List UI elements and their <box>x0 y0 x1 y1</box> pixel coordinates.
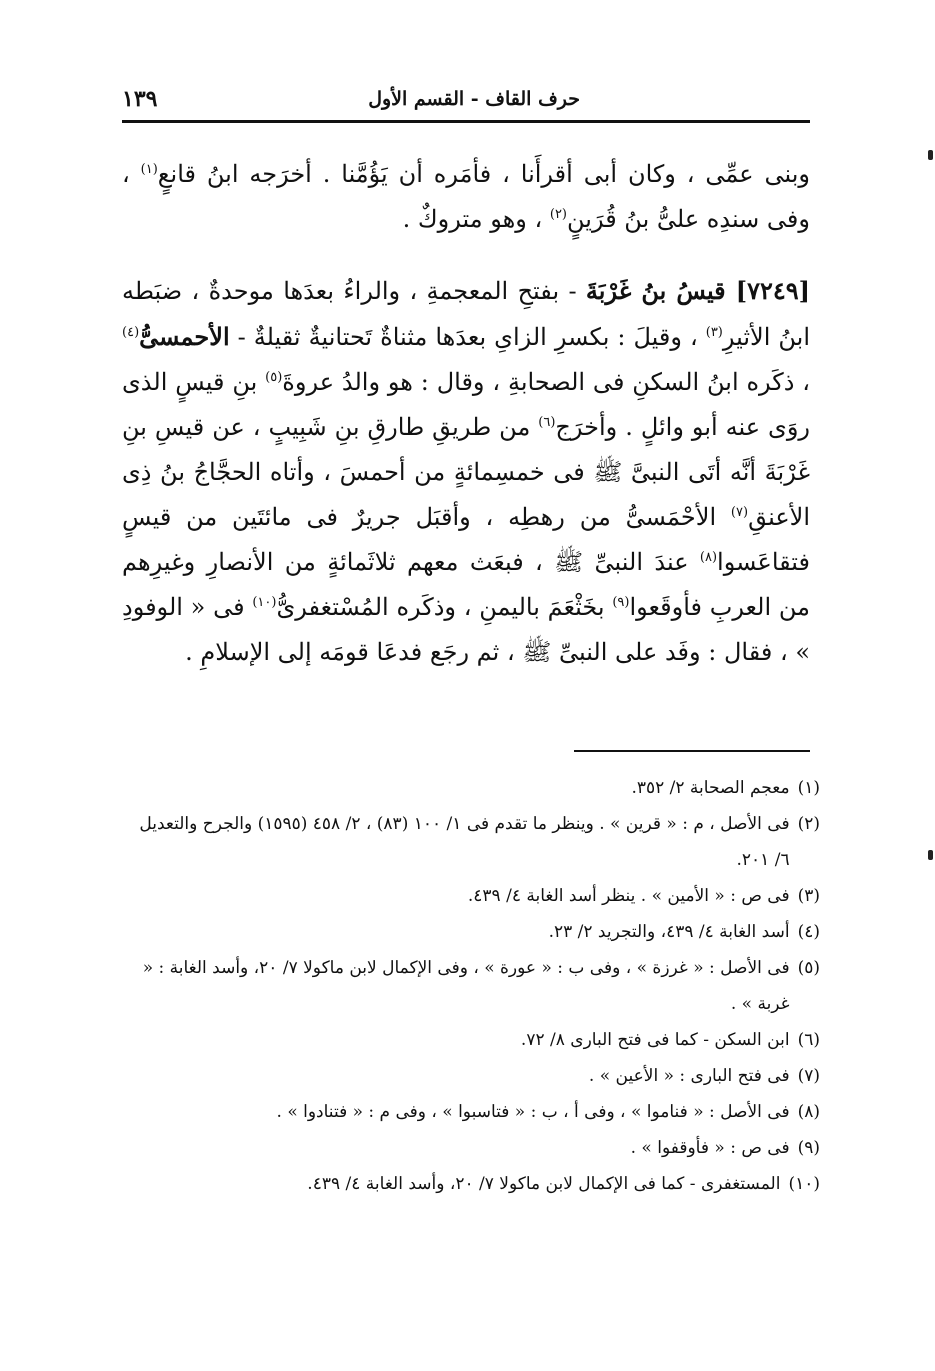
entry-paragraph <box>122 268 810 675</box>
footnote-ref-3: (٣) <box>705 325 723 340</box>
text-run: عندَ النبىِّ ﷺ ، فبعَث معهم ثلاثَمائةٍ من الأنصارِ وغيرِهم من العربِ فأوقَعوا <box>122 548 810 621</box>
footnote-ref-7: (٧) <box>730 505 749 520</box>
text-run: ، ذكَره ابنُ السكنِ فى الصحابةِ ، وقال : هو والدُ عروةَ <box>282 368 810 396</box>
footnote-ref-6: (٦) <box>538 415 556 430</box>
footnote-text: فى الأصل ، م : « قرين » . وينظر ما تقدم فى ١/ ١٠٠ (٨٣) ، ٢/ ٤٥٨ (١٥٩٥) والجرح والتعديل ٦/ ٢٠١. <box>139 814 790 870</box>
footnote-number: (٦) <box>797 1030 820 1050</box>
footnote-text: فى الأصل : « غرزة » ، وفى ب : « عورة » ، وفى الإكمال لابن ماكولا ٧/ ٢٠، وأسد الغابة : « غربة » . <box>142 958 790 1014</box>
footnote-1 <box>130 770 820 806</box>
footnote-ref-1: (١) <box>140 162 158 177</box>
text-run: فى « الوفودِ » ، فقال : وفَد على النبىِّ ﷺ ، ثم رجَع فدعَا قومَه إلى الإسلامِ . <box>122 593 810 666</box>
footnote-5 <box>130 950 820 1022</box>
footnotes-rule <box>574 750 810 752</box>
footnote-number: (١) <box>797 778 820 798</box>
text-run: ، وهو متروكٌ . <box>402 205 550 233</box>
text-run: الأحْمَسىُّ من رهطِه ، وأقبَل جريرٌ فى مائتَين من قيسٍ فتقاعَسوا <box>122 503 810 576</box>
footnote-10 <box>130 1166 820 1202</box>
paragraph-continuation <box>122 152 810 242</box>
footnote-ref-8: (٨) <box>699 550 718 565</box>
running-title: حرف القاف - القسم الأول <box>368 88 580 110</box>
footnote-6 <box>130 1022 820 1058</box>
footnote-number: (٧) <box>797 1066 820 1086</box>
footnote-text: أسد الغابة ٤/ ٤٣٩، والتجريد ٢/ ٢٣. <box>548 922 790 942</box>
footnote-ref-5: (٥) <box>265 370 283 385</box>
footnote-number: (١٠) <box>788 1174 820 1194</box>
footnote-text: المستغفرى - كما فى الإكمال لابن ماكولا ٧/ ٢٠، وأسد الغابة ٤/ ٤٣٩. <box>307 1174 781 1194</box>
footnote-number: (٥) <box>797 958 820 978</box>
footnote-7 <box>130 1058 820 1094</box>
footnote-number: (٢) <box>797 814 820 834</box>
footnote-ref-4: (٤) <box>122 325 140 340</box>
footnote-ref-10: (١٠) <box>252 595 277 610</box>
footnotes <box>130 770 820 1202</box>
text-run: وبنى عمِّى ، وكان أبى أقرأَنا ، فأمَره أن يَؤُمَّنا . أخرَجه ابنُ قانعٍ <box>157 160 811 188</box>
text-run: من طريقِ طارقِ بنِ شَبِيبٍ ، عن قيسِ بنِ غَرْبَةَ أنَّه أتَى النبىَّ ﷺ فى خمسِمائةٍ من أحمسَ ، وأتاه الحجَّاجُ بنُ ذِى الأعنقِ <box>122 413 810 531</box>
text-run: بنِ قيسٍ الذى روَى عنه أبو وائلٍ . وأخرَج <box>122 368 811 441</box>
footnote-text: معجم الصحابة ٢/ ٣٥٢. <box>631 778 790 798</box>
footnote-text: فى ص : « الأمين » . ينظر أسد الغابة ٤/ ٤٣٩. <box>467 886 790 906</box>
footnote-text: فى فتح البارى : « الأعين » . <box>588 1066 790 1086</box>
text-run: ، وفى سندِه علىُّ بنُ قُرَينٍ <box>122 160 810 233</box>
footnote-text: فى ص : « فأوقفوا » . <box>630 1138 790 1158</box>
footnote-9 <box>130 1130 820 1166</box>
scan-mark <box>928 150 933 160</box>
footnote-number: (٤) <box>797 922 820 942</box>
header-rule <box>122 120 810 123</box>
scan-mark <box>928 850 933 860</box>
nisba-bold: الأحمسىُّ <box>139 322 230 351</box>
footnote-number: (٣) <box>797 886 820 906</box>
footnote-2 <box>130 806 820 878</box>
text-run: - بفتحِ المعجمةِ ، والراءُ بعدَها موحدةٌ ، ضبَطه ابنُ الأثيرِ <box>122 277 811 351</box>
page-number: ١٣٩ <box>122 86 158 112</box>
footnote-ref-2: (٢) <box>549 207 567 222</box>
footnote-text: فى الأصل : « فناموا » ، وفى أ ، ب : « فتاسبوا » ، وفى م : « فتنادوا » . <box>276 1102 790 1122</box>
footnote-text: ابن السكن - كما فى فتح البارى ٨/ ٧٢. <box>520 1030 790 1050</box>
footnote-4 <box>130 914 820 950</box>
page-header <box>122 84 810 114</box>
text-run: ، وقيلَ : بكسرِ الزاىِ بعدَها مثناةٌ تَحتانيةٌ ثقيلةٌ - <box>229 323 706 351</box>
footnote-ref-9: (٩) <box>612 595 630 610</box>
entry-heading: [٧٢٤٩] قيسُ بنُ غَرْبَةَ <box>585 276 810 305</box>
footnote-8 <box>130 1094 820 1130</box>
footnote-number: (٩) <box>797 1138 820 1158</box>
main-text <box>122 152 810 675</box>
text-run: بخَثْعَمَ باليمنِ ، وذكَره المُسْتغفرىُّ <box>276 593 613 621</box>
footnote-number: (٨) <box>797 1102 820 1122</box>
footnote-3 <box>130 878 820 914</box>
